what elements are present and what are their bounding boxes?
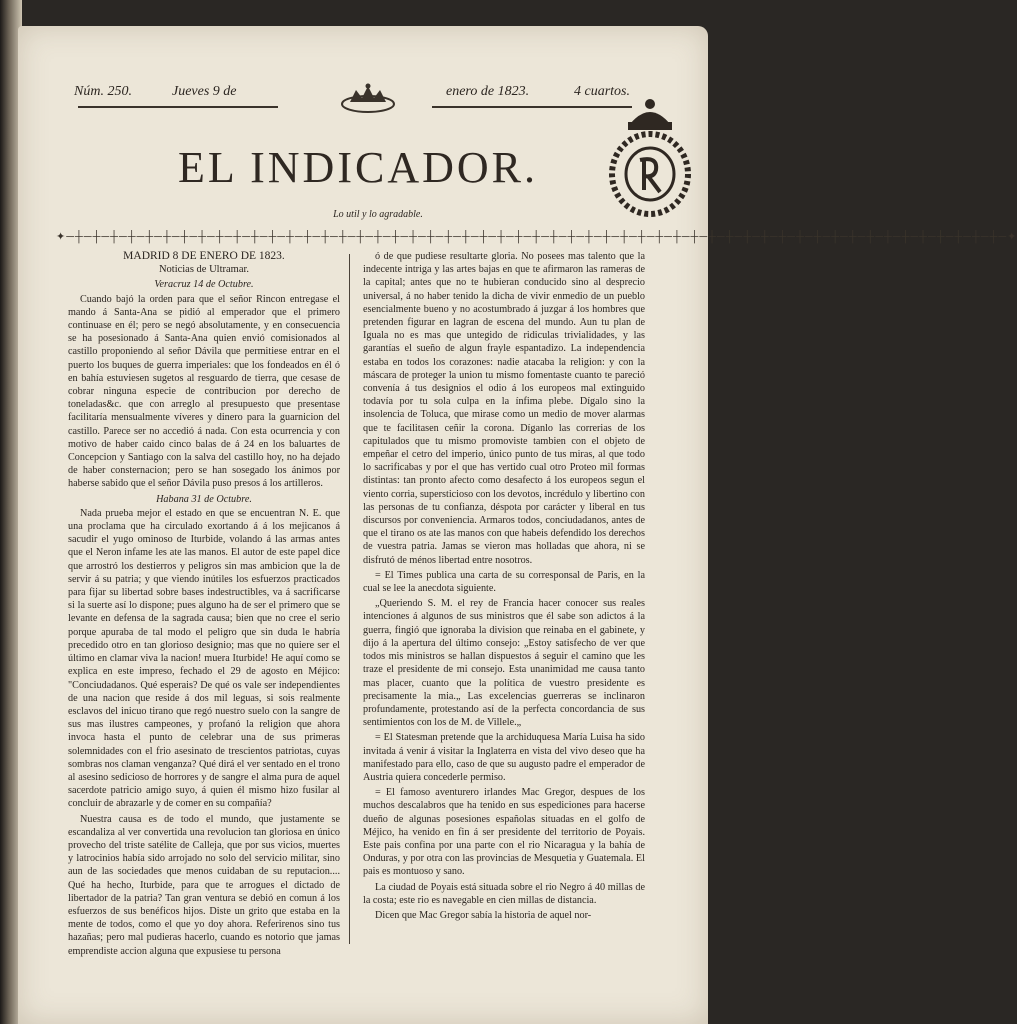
- date-part-1: Jueves 9 de: [172, 84, 237, 99]
- header-rule-left: [78, 106, 278, 108]
- column-divider: [349, 254, 350, 944]
- right-column: [363, 250, 645, 950]
- paragraph: = El Times publica una carta de su corresponsal de Paris, en la cual se lee la anecdota siguiente.: [363, 569, 645, 595]
- paragraph: „Queriendo S. M. el rey de Francia hacer conocer sus reales intenciones á algunos de sus ministros que él sabe son adictos á la guerra, fingió que ignoraba la division que reinaba en el gabinete, y dijo á la apertura del último consejo: „Estoy satisfecho de ver que todos mis ministros se hallan dispuestos á seguir el camino que les traze el presidente de mi consejo. Esta unanimidad me causa tanto mas placer, cuanto que la política de vuestro presidente es precisamente la mia.„ Las excelencias guerreras se inclinaron profundamente, protestando así de la perfecta concordancia de sus sentimientos con los de M. de Villele.„: [363, 598, 645, 729]
- motto: Lo util y lo agradable.: [333, 209, 423, 220]
- dateline-habana: Habana 31 de Octubre.: [156, 493, 252, 505]
- paragraph: Cuando bajó la orden para que el señor Rincon entregase el mando á Santa-Ana se pidió al emperador que el primero continuase en él; pero se negó absolutamente, y en consecuencia se ha posesionado á Santa-Ana quien envió comisionados al castillo proponiendo al señor Dávila que permitiese entrar en el puerto los buques de guerra imperiales: que los fondeados en él ó en bahía estuviesen sugetos al resguardo de tierra, que cesase de cobrar ninguna especie de contribucion por derecho de toneladas&c. que con arreglo al presupuesto que presentase facilitaría mensualmente víveres y dinero para la guarnicion del castillo. Parece ser no accedió á nada. Con esta ocurrencia y con motivo de haber caido cinco balas de á 24 en los baluartes de Concepcion y Santiago con la salva del castillo hoy, no ha dejado de haber consternacion; pero se han sosegado los ánimos por haberse sabido que el señor Dávila puso presos á los artilleros.: [68, 293, 340, 490]
- crown-ornament-icon: [338, 82, 398, 116]
- newspaper-page: [18, 26, 1017, 1024]
- price: 4 cuartos.: [574, 84, 630, 99]
- paragraph: Nada prueba mejor el estado en que se encuentran N. E. que una proclama que ha circulado exortando á á los mejicanos á sacudir el yugo ominoso de Iturbide, volando á las armas antes que el Neron infame les ate las manos. El autor de este papel dice que arrostró los destierros y peligros sin mas ambicion que la de servir á su patria; y que viendo inútiles los esfuerzos practicados para fijar su libertad sobre bases indestructibles, va á sacrificarse si la suerte así lo dispone; pues alguno ha de ser el primero que se levante en defensa de la sagrada causa; bien que no cree el serio porque apuraba de tal modo el peligro que sin duda le habría precedido otro en tan glorioso designio; mas que no quiere ser el último en clamar viva la nacion! muera Iturbide! He aquí como se explica en este impreso, fechado el 29 de agosto en Méjico: "Conciudadanos. Qué esperais? De qué os vale ser independientes de una nacion que reside á dos mil leguas, si sois realmente esclavos del inicuo tirano que regó nuestro suelo con la sangre de sus mas ilustres campeones, y profanó la religion que ahora invoca hasta el punto de celebrar una de sus primeras solemnidades con el frio asesinato de trescientos patriotas, cuyas sombras nos claman venganza? Qué dirá el ver sentado en el trono al asesino sedicioso de horrores y de sangre el alma pura de aquel sacerdote patricio amigo suyo, á quien él mismo hizo fusilar al concluir de abrazarle y de comer en su compañía?: [68, 507, 340, 810]
- issue-number: Núm. 250.: [74, 84, 132, 99]
- article-heading: MADRID 8 DE ENERO DE 1823.: [123, 250, 285, 262]
- left-column: [68, 250, 340, 957]
- decorative-rule: ✦─┼─┼─┼─┼─┼─┼─┼─┼─┼─┼─┼─┼─┼─┼─┼─┼─┼─┼─┼─┼─┼─┼─┼─┼─┼─┼─┼─┼─┼─┼─┼─┼─┼─┼─┼─┼─┼─┼─┼─┼─┼─┼─┼─┼─┼─┼─┼─┼─┼─┼─┼─┼─┼─✦: [56, 231, 1017, 243]
- section-subheading: Noticias de Ultramar.: [158, 264, 250, 276]
- dateline-veracruz: Veracruz 14 de Octubre.: [154, 279, 254, 291]
- newspaper-title: EL INDICADOR.: [178, 143, 538, 192]
- paragraph: = El Statesman pretende que la archiduquesa María Luisa ha sido invitada á venir á visitar la Inglaterra en vista del vivo deseo que ha manifestado para ello, caso de que su augusto padre el emperador de Austria quiera concederle permiso.: [363, 732, 645, 783]
- paragraph: Dicen que Mac Gregor sabía la historia de aquel nor-: [375, 909, 592, 921]
- paragraph: Nuestra causa es de todo el mundo, que justamente se escandaliza al ver convertida una revolucion tan gloriosa en único provecho del triste satélite de Calleja, que por sus vicios, muertes y latrocinios había sido arrojado no solo del servicio militar, sino aun de las sociedades que menos cuidaban de su reputacion.... Qué ha hecho, Iturbide, para que te arrogues el dictado de libertador de la patria? Tan gran ventura se debió en comun á los esfuerzos de sus benéficos hijos. Diste un grito que estaba en la mente de todos, como el que yo doy ahora. Referirenos sino tus hazañas; pero mal pudieras hacerlo, cuando es notorio que jamas emprendiste accion alguna que expusiese tu persona: [68, 813, 340, 957]
- paragraph: ó de que pudiese resultarte gloria. No posees mas talento que la indecente intriga y las artes bajas en que te afirmaron las rameras de la capital; antes que no te hubieran conducido sino al desprecio universal, á no haber tenido la dicha de vivir enmedio de un pueblo esencialmente bueno y no acostumbrado á juzgar á los hombres que pretenden figurar en lagran de escena del mundo. Aun tu plan de Iguala no es mas que untegido de ridiculas trivialidades, y las garantías el sueño de algun frayle espantadizo. La independencia estaba en todos los corazones: nadie atacaba la religion: y con la máscara de proteger la union tu mismo fomentaste cuanto te pareció convenía á tus designios el odio á los europeos mal extinguido todavía por tu sola culpa en la ínfima plebe. Dígalo sino la insolencia de Toluca, que mirase como un medio de mover alarmas que te facilitasen ceñir la corona. Díganlo las correrias de los capitulados que tu mismo promoviste tambien con el objeto de empeñar el cetro del imperio, único punto de tus miras, al que todo lo sacrificabas y por el que has vertido cual otro Proteo mil formas distintas: tan pronto afecto como desafecto á los europeos segun el viento corria, supersticioso con los devotos, incrédulo y libertino con las personas de tu confianza, déspota por carácter y liberal en tus discursos por conveniencia. Armaros todos, conciudadanos, antes de que el tirano os ate las manos con que habeis defendido los derechos de vuestra patria. Jamas se vieron mas holladas que ahora, ni se disfrutó de ménos libertad entre nosotros.: [363, 251, 645, 566]
- paragraph: La ciudad de Poyais está situada sobre el rio Negro á 40 millas de la costa; este rio es navegable en cien millas de distancia.: [363, 881, 645, 906]
- paragraph: = El famoso aventurero irlandes Mac Gregor, despues de los muchos descalabros que ha tenido en sus espediciones para hacerse dueño de algunas posesiones españolas situadas en el golfo de Méjico, ha venido en fin á ser presidente del territorio de Poyais. Este pais confina por una parte con el rio Nicaragua y la bahía de Onduras, y por otra con las provincias de Mesquetia y Guatemala. El pais es montuoso y sano.: [363, 787, 645, 878]
- date-part-2: enero de 1823.: [446, 84, 530, 99]
